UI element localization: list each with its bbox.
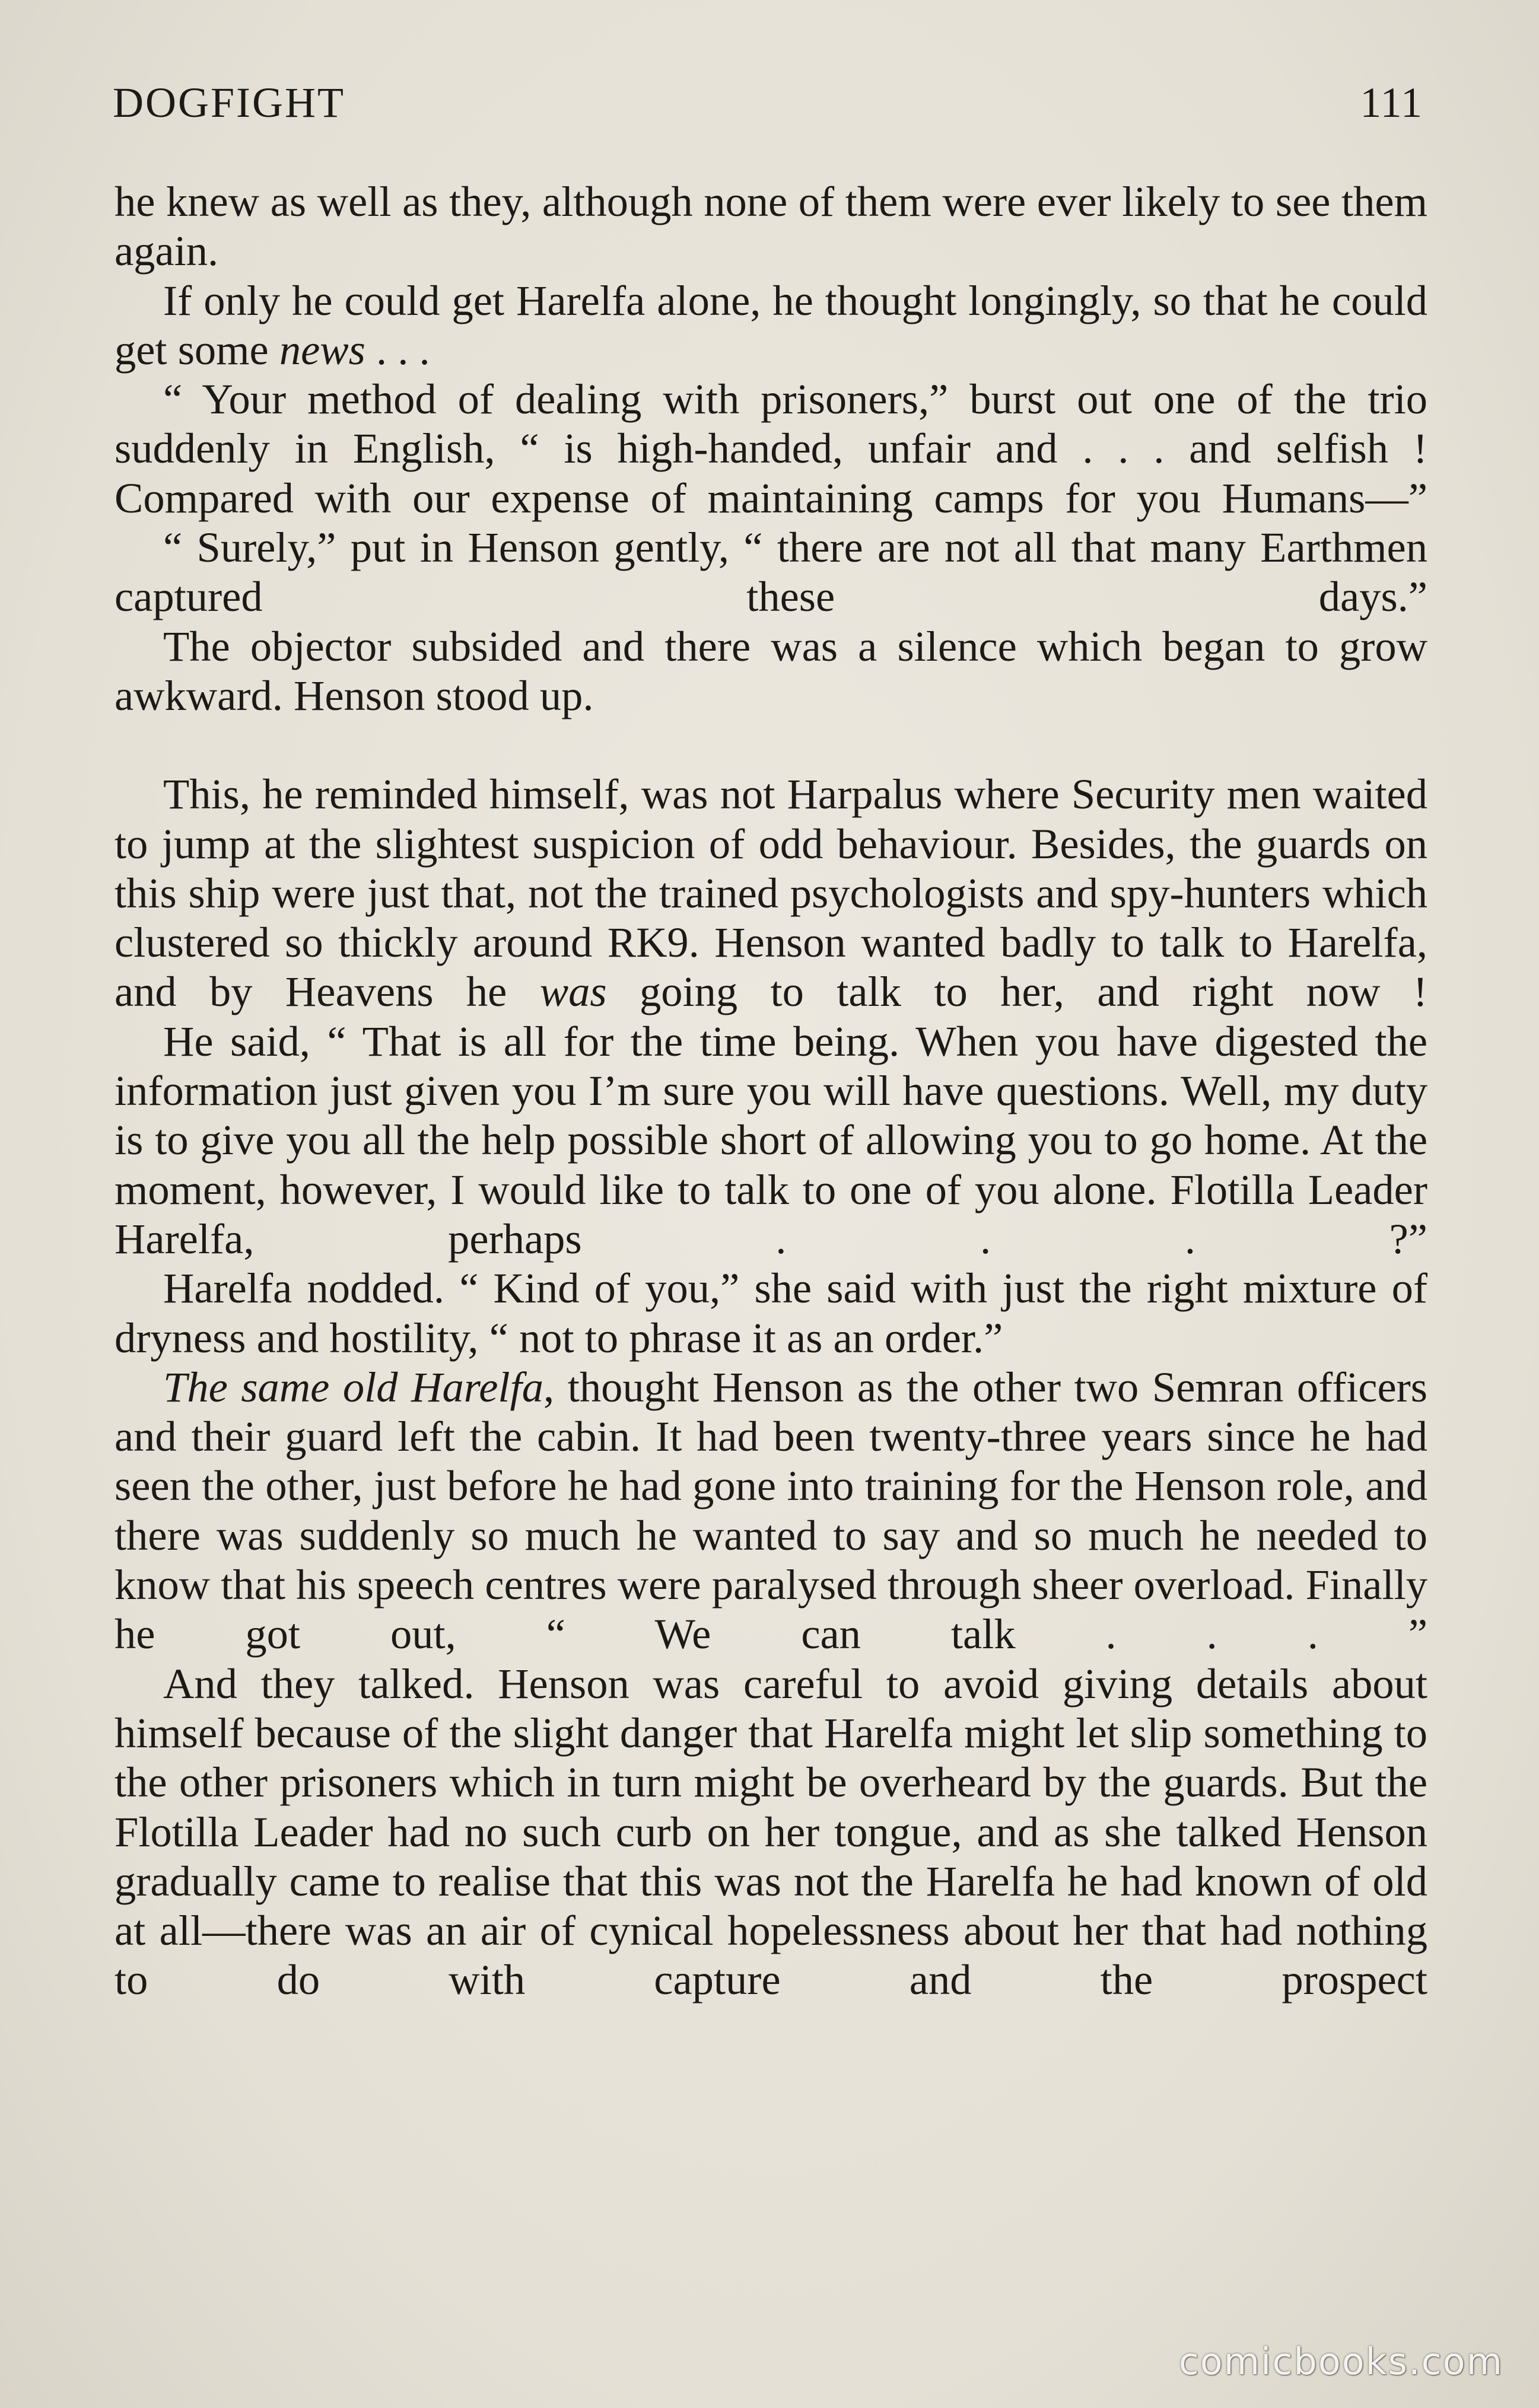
paragraph xyxy=(115,1362,1427,1659)
italic-text: was xyxy=(539,967,607,1016)
text-run: The objector subsided and there was a silence which began to grow awkward. Henson stood up. xyxy=(115,622,1427,719)
text-run: If only he could get Harelfa alone, he thought longingly, so that he could get some xyxy=(115,276,1427,374)
text-run: This, he reminded himself, was not Harpalus where Security men waited to jump at the slightest suspicion of odd behaviour. Besides, the guards on this ship were just that, not the trained psychologists and spy-hunters which clustered so thickly around RK9. Henson wanted badly to talk to Harelfa, and by Heavens he xyxy=(115,770,1427,1016)
watermark: comicbooks.com xyxy=(1178,2340,1503,2383)
text-run: “ Your method of dealing with prisoners,” burst out one of the trio suddenly in English, “ is high-handed, unfair and . . . and selfish ! Compared with our expense of maintaining camps for you Humans—” xyxy=(115,375,1427,522)
page-number: 111 xyxy=(1360,79,1423,126)
text-run: going to talk to her, and right now ! xyxy=(606,967,1428,1016)
paragraph xyxy=(115,1263,1427,1362)
paragraph xyxy=(115,276,1427,375)
italic-text: news xyxy=(279,325,365,374)
body-text xyxy=(115,177,1427,2005)
chapter-title: DOGFIGHT xyxy=(113,79,345,126)
text-run: , thought Henson as the other two Semran officers and their guard left the cabin. It had been twenty-three years since he had seen the other, just before he had gone into training for the Henson role, and there was suddenly so much he wanted to say and so much he needed to know that his speech centres were paralysed through sheer overload. Finally he got out, “ We can talk . . . ” xyxy=(115,1362,1427,1658)
paragraph xyxy=(115,177,1427,276)
text-run: . . . xyxy=(365,325,430,374)
text-run: “ Surely,” put in Henson gently, “ there are not all that many Earthmen captured these days.” xyxy=(115,523,1427,621)
running-head xyxy=(113,78,1423,138)
paragraph xyxy=(115,1659,1427,2005)
italic-text: The same old Harelfa xyxy=(163,1362,543,1411)
text-run: Harelfa nodded. “ Kind of you,” she said with just the right mixture of dryness and hostility, “ not to phrase it as an order.” xyxy=(115,1264,1427,1362)
text-run: He said, “ That is all for the time being. When you have digested the information just given you I’m sure you will have questions. Well, my duty is to give you all the help possible short of allowing you to go home. At the moment, however, I would like to talk to one of you alone. Flotilla Leader Harelfa, perhaps . . . ?” xyxy=(115,1017,1427,1263)
text-run: he knew as well as they, although none of them were ever likely to see them again. xyxy=(115,177,1427,275)
paragraph xyxy=(115,1017,1427,1263)
paragraph xyxy=(115,622,1427,721)
paragraph xyxy=(115,374,1427,523)
paragraph xyxy=(115,769,1427,1016)
text-run: And they talked. Henson was careful to avoid giving details about himself because of the slight danger that Harelfa might let slip something to the other prisoners which in turn might be overheard by the guards. But the Flotilla Leader had no such curb on her tongue, and as she talked Henson gradually came to realise that this was not the Harelfa he had known of old at all—there was an air of cynical hopelessness about her that had nothing to do with capture and the prospect xyxy=(115,1659,1427,2004)
paragraph xyxy=(115,523,1427,622)
